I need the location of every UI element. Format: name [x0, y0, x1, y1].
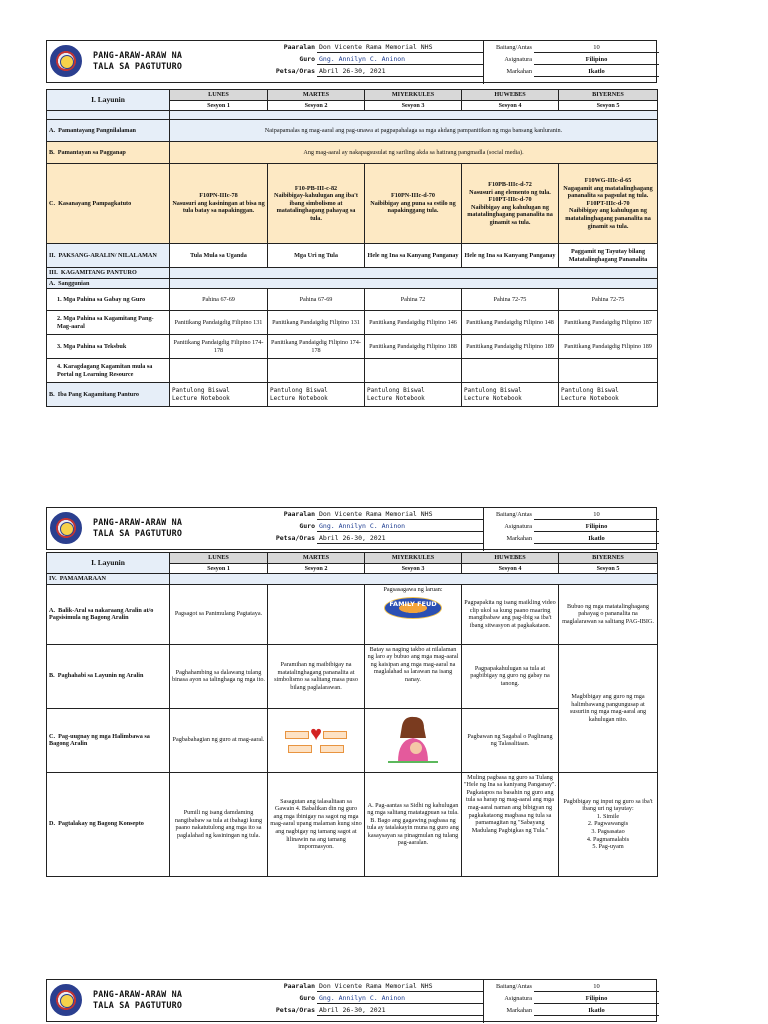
learner-material-title: Mga Pahina sa Kagamitang Pang-Mag-aaral	[57, 315, 154, 330]
header-title: PANG-ARAW-ARAW NA TALA SA PAGTUTURO	[93, 989, 183, 1010]
lesson-header-2	[46, 507, 657, 550]
quarter-value: Ikatlo	[534, 68, 659, 77]
day-tuesday: MARTES	[268, 553, 365, 564]
topic-cell: Hele ng Ina sa Kanyang Panganay	[462, 244, 559, 268]
header-school-info: Paaralan Don Vicente Rama Memorial NHS Guro Gng. Annilyn C. Aninon Petsa/Oras Abril 26-30, 2021	[237, 980, 483, 1023]
textbook-cell: Panitikang Pandaigdig Filipino 189	[559, 335, 658, 359]
subject-label: Asignatura	[504, 56, 532, 63]
purpose-cell: Batay sa naging takbo at nilalaman ng laro ay bubuo ang mga mag-aaral ng kaisipan ang mga mag-aaral na maglalahad sa larawan na isang nanay.	[365, 644, 462, 708]
day-thursday: HUWEBES	[462, 553, 559, 564]
textbook-cell: Panitikang Pandaigdig Filipino 189	[462, 335, 559, 359]
learner-material-cell: Panitikang Pandaigdig Filipino 131	[170, 311, 268, 335]
other-materials-cell: Pantulong Biswal Lecture Notebook	[170, 383, 268, 407]
examples-row: C. Pag-uugnay ng mga Halimbawa sa Bagong Aralin Pagbabahagian ng guro at mag-aaral. ♥ Pagbawan ng Sagabal o Paglinang ng Talasalitaan.	[47, 708, 658, 772]
header-school-info	[237, 41, 483, 84]
competency-row: C. Kasanayang Pampagkatuto F10PN-IIIc-78 Nasusuri ang kasiningan at bisa ng tula batay sa napakinggan. F10-PB-III-c-82 Naibibigay-kahulugan ang iba't ibang simbolismo at matatalinghagang pahayag sa tula. F10PN-IIIc-d-70 Naibibigay ang puna sa estilo ng napakinggang tula. F10PB-IIIc-d-72 Nasusuri ang elemento ng tula. F10PT-IIIc-d-70 Naibibigay ang kahulugan ng matatalinghagang pananalita na ginamit sa tula. F10WG-IIIc-d-65 Nagagamit ang matatalinghagang pananalita sa pagsulat ng tula. F10PT-IIIc-d-70 Naibibigay ang kahulugan ng matatalinghagang pananalita na ginamit sa tula.	[47, 164, 658, 244]
date-value: Abril 26-30, 2021	[317, 535, 483, 544]
lesson-header-1	[46, 40, 657, 83]
lesson-header-3	[46, 979, 657, 1022]
header-class-info: Baitang/Antas 10 Asignatura Filipino Markahan Ikatlo	[483, 980, 658, 1023]
textbook-row: 3. Mga Pahina sa Teksbuk Panitikang Pandaigdig Filipino 174-178 Panitikang Pandaigdig Filipino 174-178 Panitikang Pandaigdig Filipino 188 Panitikang Pandaigdig Filipino 189 Panitikang Pandaigdig Filipino 189	[47, 335, 658, 359]
review-cell	[268, 584, 365, 644]
competency-cell: F10-PB-III-c-82 Naibibigay-kahulugan ang iba't ibang simbolismo at matatalinghagang pahayag sa tula.	[268, 164, 365, 244]
other-materials-cell: Pantulong Biswal Lecture Notebook	[462, 383, 559, 407]
performance-standard-text: Ang mag-aaral ay nakapagsusulat ng sariling akda sa hatirang pangmadla (social media).	[170, 142, 658, 164]
content-standard-title: Pamantayang Pangnilalaman	[58, 126, 136, 134]
textbook-title: Mga Pahina sa Teksbuk	[63, 342, 127, 350]
school-value: Don Vicente Rama Memorial NHS	[317, 44, 483, 53]
session-5: Sesyon 5	[559, 563, 658, 574]
topic-cell: Mga Uri ng Tula	[268, 244, 365, 268]
references-row: A. Sanggunian	[47, 278, 658, 289]
teacher-value: Gng. Annilyn C. Aninon	[317, 56, 483, 65]
day-monday: LUNES	[170, 553, 268, 564]
review-cell: Bubuo ng mga matatalinghagang pahayag o pananalita na maglalarawan sa salitang PAG-IBIG.	[559, 584, 658, 644]
purpose-cell: Magbibigay ang guro ng mga halimbawang pangungusap at susuriin ng mga mag-aaral ang kahulugan nito.	[559, 644, 658, 772]
subject-value: Filipino	[534, 56, 659, 65]
other-materials-cell: Pantulong Biswal Lecture Notebook	[365, 383, 462, 407]
discussion-cell: Sasagutan ang talasalitaan sa Gawain 4. Babalikan din ng guro ang mga ibinigay na sagot ng mga mag-aaral upang malaman kung sino ang nagbigay ng tamang sagot at lilinawin na ang tamang impormasyon.	[268, 772, 365, 876]
lesson-plan-table-1	[46, 89, 657, 407]
session-2: Sesyon 2	[268, 100, 365, 111]
learner-material-cell: Panitikang Pandaigdig Filipino 146	[365, 311, 462, 335]
teacher-guide-cell: Pahina 67-69	[170, 289, 268, 311]
layunin-heading: I. Layunin	[47, 553, 170, 574]
textbook-cell: Panitikang Pandaigdig Filipino 174-178	[268, 335, 365, 359]
header-class-info	[483, 41, 658, 84]
day-thursday: HUWEBES	[462, 90, 559, 101]
learner-material-cell: Panitikang Pandaigdig Filipino 131	[268, 311, 365, 335]
school-value: Don Vicente Rama Memorial NHS	[317, 983, 483, 992]
grade-value: 10	[534, 511, 659, 520]
lr-portal-row: 4. Karagdagang Kagamitan mula sa Portal ng Learning Resource	[47, 359, 658, 383]
header-title: PANG-ARAW-ARAW NA TALA SA PAGTUTURO	[93, 50, 183, 71]
teacher-value: Gng. Annilyn C. Aninon	[317, 523, 483, 532]
purpose-cell: Paghahambing sa dalawang tulang binasa ayon sa talinghaga ng mga ito.	[170, 644, 268, 708]
topic-cell: Hele ng Ina sa Kanyang Panganay	[365, 244, 462, 268]
review-cell: Pagpapakita ng isang maikling video clip ukol sa kung paano maaring mangibabaw ang pag-ibig sa iba't ibang sitwasyon at pagkakataon.	[462, 584, 559, 644]
day-wednesday: MIYERKULES	[365, 553, 462, 564]
materials-title: KAGAMITANG PANTURO	[60, 269, 137, 277]
layunin-heading: I. Layunin	[47, 90, 170, 111]
learner-material-cell: Panitikang Pandaigdig Filipino 187	[559, 311, 658, 335]
textbook-cell: Panitikang Pandaigdig Filipino 174-178	[170, 335, 268, 359]
session-1: Sesyon 1	[170, 563, 268, 574]
teacher-label: Guro	[299, 55, 315, 63]
references-title: Sanggunian	[58, 279, 90, 287]
competency-cell: F10PB-IIIc-d-72 Nasusuri ang elemento ng tula. F10PT-IIIc-d-70 Naibibigay ang kahulugan ng matatalinghagang pananalita na ginamit sa tula.	[462, 164, 559, 244]
date-label: Petsa/Oras	[275, 67, 315, 75]
quarter-label: Markahan	[506, 68, 532, 75]
discussion-cell: Muling pagbasa ng guro sa Tulang "Hele ng Ina sa kaniyang Panganay". Pagkatapos na basahin ng guro ang tula sa harap ng mag-aaral ang mga mag-aaral naman ang bibigyan ng pagkakataong magbasa ng tula sa pamamagitan ng "Sabayang Madulang Pagbigkas ng Tula."	[462, 772, 559, 876]
school-value: Don Vicente Rama Memorial NHS	[317, 511, 483, 520]
deped-seal-icon	[50, 984, 82, 1016]
session-3: Sesyon 3	[365, 563, 462, 574]
discussion-cell: A. Pag-aantas sa Sidhi ng kahulugan ng mga salitang matatagpuan sa tula. B. Bago ang gagawing pagbasa ng tula ay tatalakayin muna ng guro ang kasaysayan sa pinagmulan ng tulang pag-aaralan.	[365, 772, 462, 876]
discussion-cell: Pagbibigay ng input ng guro sa iba't ibang uri ng tayutay: 1. Simile 2. Pagwawangis 3. Pagsasatao 4. Pagmamalabis 5. Pag-uyam	[559, 772, 658, 876]
other-materials-title: Iba Pang Kagamitang Panturo	[57, 390, 139, 398]
quarter-value: Ikatlo	[534, 535, 659, 544]
day-friday: BIYERNES	[559, 90, 658, 101]
lesson-plan-table-2	[46, 552, 657, 877]
quarter-value: Ikatlo	[534, 1007, 659, 1016]
session-5: Sesyon 5	[559, 100, 658, 111]
session-1: Sesyon 1	[170, 100, 268, 111]
procedure-title: PAMAMARAAN	[59, 575, 106, 583]
header-school-info: Paaralan Don Vicente Rama Memorial NHS Guro Gng. Annilyn C. Aninon Petsa/Oras Abril 26-30, 2021	[237, 508, 483, 551]
examples-title: Pag-uugnay ng mga Halimbawa sa Bagong Aralin	[49, 732, 150, 748]
content-standard-row: A. Pamantayang Pangnilalaman Naipapamalas ng mag-aaral ang pag-unawa at pagpapahalaga sa mga akdang pampanitikan ng mga bansang kanluranin.	[47, 120, 658, 142]
content-standard-text: Naipapamalas ng mag-aaral ang pag-unawa at pagpapahalaga sa mga akdang pampanitikan ng mga bansang kanluranin.	[170, 120, 658, 142]
deped-seal-icon	[50, 45, 82, 77]
discussion-cell: Pumili ng isang damdaming nangibabaw sa tula at ibahagi kung paano nakatutulong ang mga ito sa paglalahad ng kasiningan ng tula.	[170, 772, 268, 876]
teacher-value: Gng. Annilyn C. Aninon	[317, 995, 483, 1004]
discussion-title: Pagtalakay ng Bagong Konsepto	[58, 820, 144, 828]
deped-seal-icon	[50, 512, 82, 544]
textbook-cell: Panitikang Pandaigdig Filipino 188	[365, 335, 462, 359]
other-materials-row: B. Iba Pang Kagamitang Panturo Pantulong Biswal Lecture Notebook Pantulong Biswal Lecture Notebook Pantulong Biswal Lecture Notebook Pantulong Biswal Lecture Notebook Pantulong Biswal Lecture Notebook	[47, 383, 658, 407]
subject-value: Filipino	[534, 995, 659, 1004]
teacher-guide-cell: Pahina 72	[365, 289, 462, 311]
purpose-cell: Pagpapakahulugan sa tula at pagbibigay ng guro ng gabay na tanong.	[462, 644, 559, 708]
competency-cell: F10PN-IIIc-78 Nasusuri ang kasiningan at bisa ng tula batay sa napakinggan.	[170, 164, 268, 244]
day-tuesday: MARTES	[268, 90, 365, 101]
day-wednesday: MIYERKULES	[365, 90, 462, 101]
teacher-guide-cell: Pahina 72-75	[559, 289, 658, 311]
review-row: A. Balik-Aral sa nakaraang Aralin at/o Pagsisimula ng Bagong Aralin Pagsagot sa Panimulang Pagtataya. Pagsasagawa ng laruan: FAMILY FEUD Pagpapakita ng isang maikling video clip ukol sa kung paano maaring mangibabaw ang pag-ibig sa iba't ibang sitwasyon at pagkakataon. Bubuo ng mga matatalinghagang pahayag o pananalita na maglalarawan sa salitang PAG-IBIG.	[47, 584, 658, 644]
topic-cell: Tula Mula sa Uganda	[170, 244, 268, 268]
topic-cell: Paggamit ng Tayutay bilang Matatalinghagang Pananalita	[559, 244, 658, 268]
date-value: Abril 26-30, 2021	[317, 68, 483, 77]
grade-value: 10	[534, 44, 659, 53]
mother-child-image	[365, 708, 462, 772]
session-2: Sesyon 2	[268, 563, 365, 574]
grade-label: Baitang/Antas	[495, 44, 532, 51]
topic-title: PAKSANG-ARALIN/ NILALAMAN	[58, 251, 157, 259]
teacher-guide-cell: Pahina 67-69	[268, 289, 365, 311]
day-monday: LUNES	[170, 90, 268, 101]
review-cell: Pagsasagawa ng laruan: FAMILY FEUD	[365, 584, 462, 644]
purpose-cell: Paramihan ng maibibigay na matatalinghagang pananalita at simbolismo sa salitang masa puso bilang paglalarawan.	[268, 644, 365, 708]
purpose-title: Paghahabi sa Layunin ng Aralin	[57, 672, 144, 680]
lr-portal-title: Karagdagang Kagamitan mula sa Portal ng Learning Resource	[57, 363, 153, 378]
header-title: PANG-ARAW-ARAW NA TALA SA PAGTUTURO	[93, 517, 183, 538]
procedure-heading-row: IV. PAMAMARAAN	[47, 574, 658, 585]
teacher-guide-cell: Pahina 72-75	[462, 289, 559, 311]
competency-cell: F10PN-IIIc-d-70 Naibibigay ang puna sa estilo ng napakinggang tula.	[365, 164, 462, 244]
review-cell: Pagsagot sa Panimulang Pagtataya.	[170, 584, 268, 644]
discussion-row: D. Pagtalakay ng Bagong Konsepto Pumili ng isang damdaming nangibabaw sa tula at ibahagi kung paano nakatutulong ang mga ito sa paglalahad ng kasiningan ng tula. Sasagutan ang talasalitaan sa Gawain 4. Babalikan din ng guro ang mga ibinigay na sagot ng mga mag-aaral upang malaman kung sino ang nagbigay ng tamang sagot at lilinawin na ang tamang impormasyon. A. Pag-aantas sa Sidhi ng kahulugan ng mga salitang matatagpuan sa tula. B. Bago ang gagawing pagbasa ng tula ay tatalakayin muna ng guro ang kasaysayan sa pinagmulan ng tulang pag-aaralan. Muling pagbasa ng guro sa Tulang "Hele ng Ina sa kaniyang Panganay". Pagkatapos na basahin ng guro ang tula sa harap ng mag-aaral ang mga mag-aaral naman ang bibigyan ng pagkakataong magbasa ng tula sa pamamagitan ng "Sabayang Madulang Pagbigkas ng Tula." Pagbibigay ng input ng guro sa iba't ibang uri ng tayutay: 1. Simile 2. Pagwawangis 3. Pagsasatao 4. Pagmamalabis 5. Pag-uyam	[47, 772, 658, 876]
other-materials-cell: Pantulong Biswal Lecture Notebook	[559, 383, 658, 407]
materials-heading-row: III. KAGAMITANG PANTURO	[47, 268, 658, 279]
learner-material-row: 2. Mga Pahina sa Kagamitang Pang-Mag-aaral Panitikang Pandaigdig Filipino 131 Panitikang Pandaigdig Filipino 131 Panitikang Pandaigdig Filipino 146 Panitikang Pandaigdig Filipino 148 Panitikang Pandaigdig Filipino 187	[47, 311, 658, 335]
school-label: Paaralan	[283, 43, 315, 51]
review-title: Balik-Aral sa nakaraang Aralin at/o Pagsisimula ng Bagong Aralin	[49, 606, 154, 622]
session-4: Sesyon 4	[462, 563, 559, 574]
grade-value: 10	[534, 983, 659, 992]
examples-cell: Pagbawan ng Sagabal o Paglinang ng Talasalitaan.	[462, 708, 559, 772]
heart-icon: ♥	[310, 722, 322, 745]
performance-standard-title: Pamantayan sa Pagganap	[57, 148, 126, 156]
heart-diagram	[268, 708, 365, 772]
competency-title: Kasanayang Pampagkatuto	[58, 199, 132, 207]
performance-standard-row: B. Pamantayan sa Pagganap Ang mag-aaral ay nakapagsusulat ng sariling akda sa hatirang pangmadla (social media).	[47, 142, 658, 164]
session-4: Sesyon 4	[462, 100, 559, 111]
date-value: Abril 26-30, 2021	[317, 1007, 483, 1016]
learner-material-cell: Panitikang Pandaigdig Filipino 148	[462, 311, 559, 335]
purpose-row: B. Paghahabi sa Layunin ng Aralin Paghahambing sa dalawang tulang binasa ayon sa talinghaga ng mga ito. Paramihan ng maibibigay na matatalinghagang pananalita at simbolismo sa salitang masa puso bilang paglalarawan. Batay sa naging takbo at nilalaman ng laro ay bubuo ang mga mag-aaral ng kaisipan ang mga mag-aaral na maglalahad sa larawan na isang nanay. Pagpapakahulugan sa tula at pagbibigay ng guro ng gabay na tanong. Magbibigay ang guro ng mga halimbawang pangungusap at susuriin ng mga mag-aaral ang kahulugan nito.	[47, 644, 658, 708]
subject-value: Filipino	[534, 523, 659, 532]
topic-row: II. PAKSANG-ARALIN/ NILALAMAN Tula Mula sa Uganda Mga Uri ng Tula Hele ng Ina sa Kanyang Panganay Hele ng Ina sa Kanyang Panganay Paggamit ng Tayutay bilang Matatalinghagang Pananalita	[47, 244, 658, 268]
family-feud-logo: FAMILY FEUD	[384, 597, 442, 619]
teacher-guide-title: Mga Pahina sa Gabay ng Guro	[63, 295, 146, 303]
other-materials-cell: Pantulong Biswal Lecture Notebook	[268, 383, 365, 407]
teacher-guide-row: 1. Mga Pahina sa Gabay ng Guro Pahina 67-69 Pahina 67-69 Pahina 72 Pahina 72-75 Pahina 72-75	[47, 289, 658, 311]
day-friday: BIYERNES	[559, 553, 658, 564]
session-3: Sesyon 3	[365, 100, 462, 111]
competency-cell: F10WG-IIIc-d-65 Nagagamit ang matatalinghagang pananalita sa pagsulat ng tula. F10PT-IIIc-d-70 Naibibigay ang kahulugan ng matatalinghagang pananalita na ginamit sa tula.	[559, 164, 658, 244]
examples-cell: Pagbabahagian ng guro at mag-aaral.	[170, 708, 268, 772]
mother-child-icon	[378, 714, 448, 764]
header-class-info: Baitang/Antas 10 Asignatura Filipino Markahan Ikatlo	[483, 508, 658, 551]
